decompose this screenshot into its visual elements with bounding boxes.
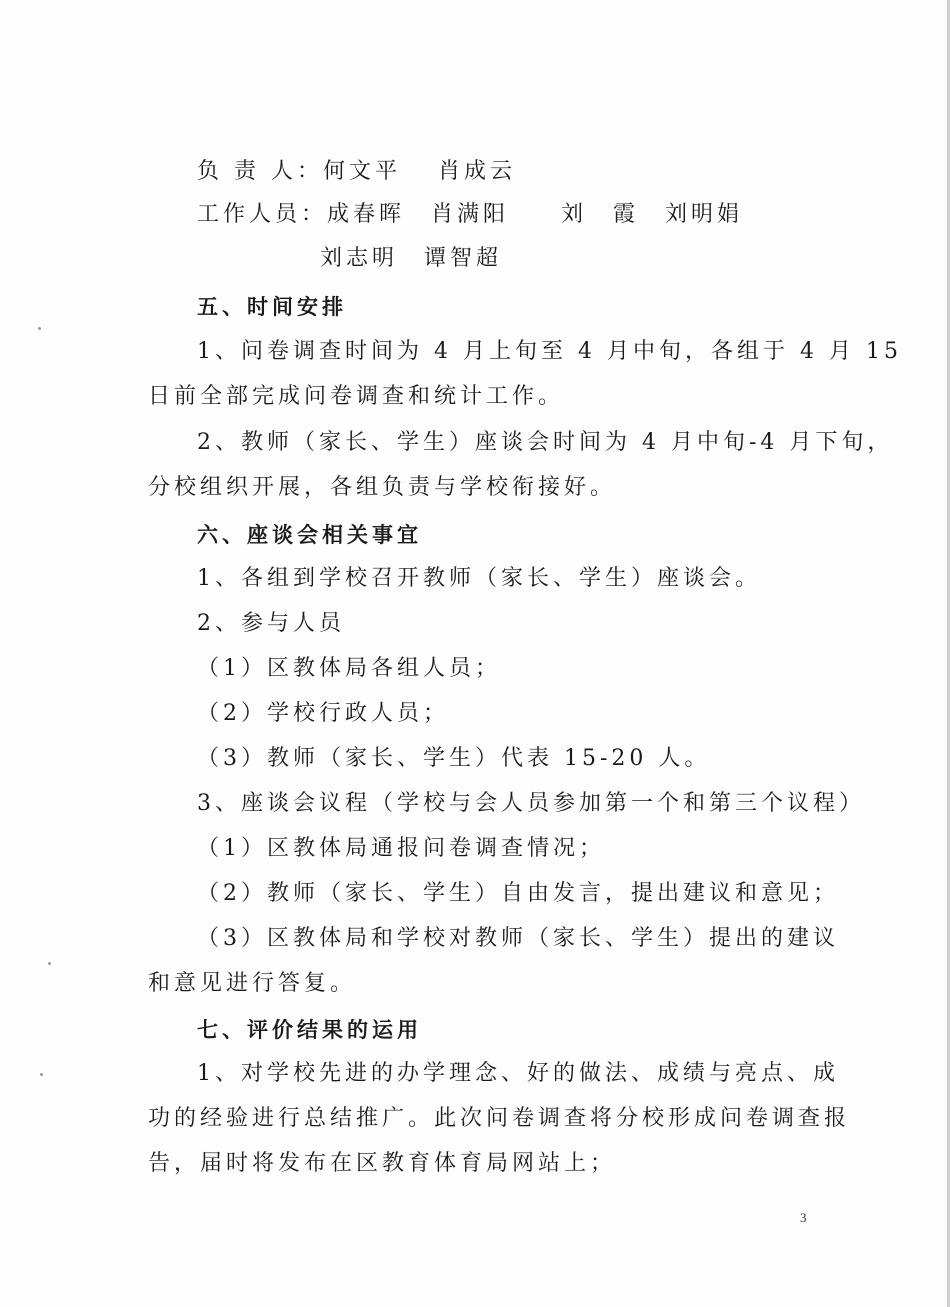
section-6-item-2: 2、参与人员 [197, 611, 345, 636]
page-number: 3 [800, 1210, 807, 1225]
section-6-item-3-sub-1: （1）区教体局通报问卷调查情况； [197, 836, 605, 861]
section-7-item-1-line-3: 告，届时将发布在区教育体育局网站上； [148, 1151, 617, 1176]
section-7-heading: 七、评价结果的运用 [197, 1018, 422, 1042]
section-6-item-2-sub-3: （3）教师（家长、学生）代表 15-20 人。 [197, 746, 711, 771]
section-6-item-3-sub-2: （2）教师（家长、学生）自由发言，提出建议和意见； [197, 881, 839, 906]
workers-line-1: 工作人员：成春晖 肖满阳 刘 霞 刘明娟 [197, 202, 744, 227]
section-5-heading: 五、时间安排 [197, 295, 347, 319]
section-5-item-1-line-2: 日前全部完成问卷调查和统计工作。 [148, 384, 565, 409]
section-6-item-3-sub-3-line-1: （3）区教体局和学校对教师（家长、学生）提出的建议 [197, 926, 839, 951]
section-6-item-1: 1、各组到学校召开教师（家长、学生）座谈会。 [197, 566, 761, 591]
section-5-item-2-line-1: 2、教师（家长、学生）座谈会时间为 4 月中旬-4 月下旬， [197, 430, 894, 455]
section-6-item-3: 3、座谈会议程（学校与会人员参加第一个和第三个议程） [197, 791, 865, 816]
section-6-item-2-sub-2: （2）学校行政人员； [197, 701, 449, 726]
scan-speck [38, 327, 41, 330]
section-6-heading: 六、座谈会相关事宜 [197, 523, 422, 547]
section-5-item-2-line-2: 分校组织开展，各组负责与学校衔接好。 [148, 475, 617, 500]
section-5-item-1-line-1: 1、问卷调查时间为 4 月上旬至 4 月中旬，各组于 4 月 15 [197, 339, 902, 364]
workers-line-2: 刘志明 谭智超 [320, 246, 503, 271]
scan-speck [40, 1073, 43, 1076]
section-7-item-1-line-2: 功的经验进行总结推广。此次问卷调查将分校形成问卷调查报 [148, 1106, 851, 1131]
section-7-item-1-line-1: 1、对学校先进的办学理念、好的做法、成绩与亮点、成 [197, 1061, 839, 1086]
scan-speck [48, 962, 51, 965]
section-6-item-3-sub-3-line-2: 和意见进行答复。 [148, 971, 357, 996]
responsible-line: 负 责 人：何文平 肖成云 [197, 159, 516, 184]
section-6-item-2-sub-1: （1）区教体局各组人员； [197, 656, 501, 681]
